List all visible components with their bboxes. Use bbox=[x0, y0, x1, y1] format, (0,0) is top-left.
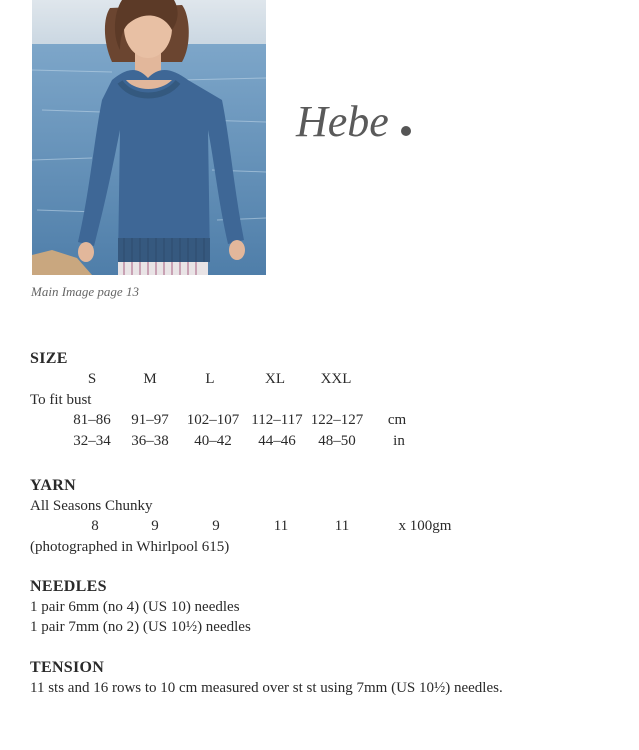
size-label: XXL bbox=[320, 371, 352, 387]
bust-cm: 91–97 bbox=[131, 412, 169, 428]
fit-label: To fit bust bbox=[30, 392, 92, 408]
needle-line: 1 pair 7mm (no 2) (US 10½) needles bbox=[30, 619, 251, 635]
yarn-quantity: 11 bbox=[334, 518, 350, 534]
pattern-title: Hebe bbox=[296, 97, 389, 146]
needles-heading: NEEDLES bbox=[30, 578, 107, 595]
yarn-name: All Seasons Chunky bbox=[30, 498, 153, 514]
size-labels-row bbox=[30, 369, 590, 390]
bust-cm: 122–127 bbox=[310, 412, 364, 428]
cm-row bbox=[30, 410, 590, 431]
main-photo bbox=[32, 0, 266, 275]
yarn-photographed: (photographed in Whirlpool 615) bbox=[30, 539, 230, 555]
bust-in: 32–34 bbox=[73, 433, 111, 449]
bust-in: 48–50 bbox=[318, 433, 356, 449]
bust-cm: 112–117 bbox=[251, 412, 303, 428]
bust-in: 44–46 bbox=[258, 433, 296, 449]
yarn-heading: YARN bbox=[30, 477, 76, 494]
tension-section bbox=[30, 658, 610, 698]
tension-text: 11 sts and 16 rows to 10 cm measured over st st using 7mm (US 10½) needles. bbox=[30, 680, 503, 696]
yarn-quantity: 8 bbox=[91, 518, 99, 534]
bullet-dot-icon bbox=[401, 126, 411, 136]
size-label: M bbox=[143, 371, 157, 387]
size-heading: SIZE bbox=[30, 350, 68, 367]
size-section bbox=[30, 349, 590, 452]
bust-in: 36–38 bbox=[131, 433, 169, 449]
bust-cm: 81–86 bbox=[73, 412, 111, 428]
in-unit: in bbox=[393, 433, 405, 449]
needle-line: 1 pair 6mm (no 4) (US 10) needles bbox=[30, 599, 240, 615]
size-label: XL bbox=[265, 371, 285, 387]
yarn-section bbox=[30, 476, 590, 557]
bust-cm: 102–107 bbox=[186, 412, 240, 428]
needles-section bbox=[30, 577, 590, 637]
yarn-quantity: 9 bbox=[212, 518, 220, 534]
size-label: L bbox=[205, 371, 215, 387]
bust-in: 40–42 bbox=[194, 433, 232, 449]
size-label: S bbox=[87, 371, 97, 387]
image-caption: Main Image page 13 bbox=[31, 284, 139, 299]
in-row bbox=[30, 431, 590, 452]
yarn-quantity: 11 bbox=[273, 518, 289, 534]
yarn-quantity-unit: x 100gm bbox=[398, 518, 452, 534]
cm-unit: cm bbox=[387, 412, 407, 428]
yarn-quantity-row bbox=[30, 516, 590, 537]
tension-heading: TENSION bbox=[30, 659, 105, 676]
yarn-quantity: 9 bbox=[151, 518, 159, 534]
